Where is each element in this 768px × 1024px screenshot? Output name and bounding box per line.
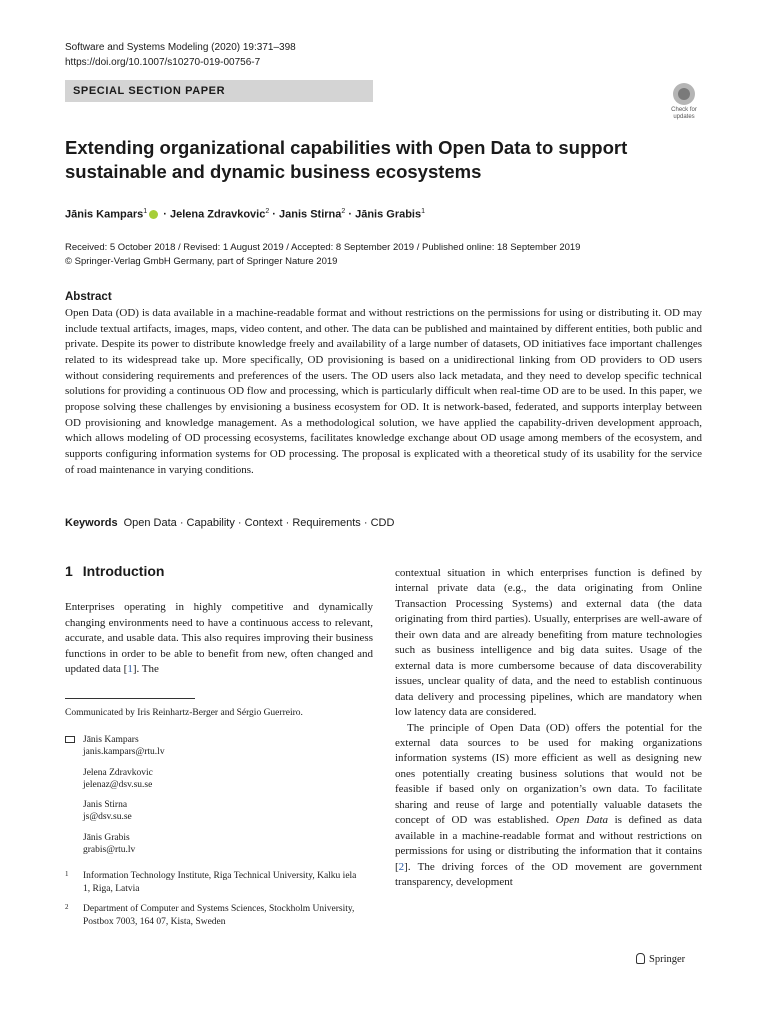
abstract-heading: Abstract xyxy=(65,291,112,303)
contact-email[interactable]: js@dsv.su.se xyxy=(83,812,132,822)
contact-email[interactable]: janis.kampars@rtu.lv xyxy=(83,747,165,757)
affiliation-number: 1 xyxy=(65,870,69,878)
paper-title: Extending organizational capabilities with Open Data to support sustainable and dynamic business ecosystems xyxy=(65,137,628,182)
section-title: Introduction xyxy=(82,563,165,579)
affiliation-text: Information Technology Institute, Riga Technical University, Kalku iela 1, Riga, Latvia xyxy=(83,871,357,894)
intro-paragraph: The principle of Open Data (OD) offers the potential for the external data sources to be used for making organizations information systems (IS) more efficient as well as designing new ones potentially creating business solutions that would not be feasible if based only on organization’s own data. To facilitate sharing and reuse of large and potentially valuable datasets the concept of OD was established. Open Data is defined as data available in a machine-readable format and without restrictions on permissions for using or distributing the information that it contains [2]. The driving forces of the OD movement are government transparency, development xyxy=(395,721,702,889)
contact-entry xyxy=(83,767,363,791)
author-affiliation-mark: 1 xyxy=(421,208,426,215)
contact-entry xyxy=(83,799,363,823)
author-name[interactable]: Janis Stirna xyxy=(279,208,342,221)
affiliation-text: Department of Computer and Systems Sciences, Stockholm University, Postbox 7003, 164 07, Kista, Sweden xyxy=(83,904,355,927)
contact-email[interactable]: grabis@rtu.lv xyxy=(83,845,136,855)
check-for-updates-badge[interactable] xyxy=(664,83,704,125)
contact-email[interactable]: jelenaz@dsv.su.se xyxy=(83,780,153,790)
section-heading xyxy=(65,563,174,579)
publisher-name: Springer xyxy=(649,954,686,965)
check-for-updates-label: Check for updates xyxy=(671,107,697,120)
copyright-line: © Springer-Verlag GmbH Germany, part of Springer Nature 2019 xyxy=(65,256,338,267)
citation-link[interactable]: 1 xyxy=(127,663,133,676)
author-affiliation-mark: 2 xyxy=(265,208,270,215)
author-separator: · xyxy=(160,208,170,221)
intro-left-paragraph: Enterprises operating in highly competitive and dynamically changing environments need to have a continuous access to relevant, accurate, and usable data. This also requires improving their business functions in order to be able to benefit from new, often changed and updated data [1]. The xyxy=(65,601,373,676)
springer-horse-icon xyxy=(636,953,645,964)
communicated-by: Communicated by Iris Reinhartz-Berger and Sérgio Guerreiro. xyxy=(65,708,303,718)
contact-name: Jelena Zdravkovic xyxy=(83,768,153,778)
author-separator: · xyxy=(269,208,280,221)
author-list xyxy=(65,204,425,223)
keywords-list: Open Data · Capability · Context · Requirements · CDD xyxy=(123,517,395,529)
contact-name: Jānis Kampars xyxy=(83,735,139,745)
keywords xyxy=(65,517,394,529)
orcid-icon[interactable] xyxy=(149,210,158,219)
contact-name: Jānis Grabis xyxy=(83,833,130,843)
intro-right-column xyxy=(395,566,702,891)
section-banner: SPECIAL SECTION PAPER xyxy=(65,80,373,102)
intro-paragraph: contextual situation in which enterprises function is defined by internal private data (e.g., the data originating from Online Transaction Processing Systems) and external data (the data originating from third parties). Usually, enterprises are well-aware of their own data and are already benefiting from mature technologies such as business intelligence and big data suites. Usage of the external data is more cumbersome because of data discoverability issues, unclear quality of data, and the need to establish continuous data delivery and processing pipelines, which are mandatory when low latency data are considered. xyxy=(395,567,702,719)
doi-link[interactable]: https://doi.org/10.1007/s10270-019-00756-7 xyxy=(65,57,261,68)
publication-dates xyxy=(65,241,580,269)
citation-link[interactable]: 2 xyxy=(398,860,405,873)
contact-entry xyxy=(83,832,363,856)
journal-header xyxy=(65,40,296,70)
footnote-divider xyxy=(65,698,195,699)
contact-name: Janis Stirna xyxy=(83,800,128,810)
author-name[interactable]: Jelena Zdravkovic xyxy=(169,208,266,221)
envelope-icon xyxy=(65,736,75,743)
history-dates: Received: 5 October 2018 / Revised: 1 August 2019 / Accepted: 8 September 2019 / Published online: 18 September 2019 xyxy=(65,242,581,253)
author-affiliation-mark: 2 xyxy=(341,208,346,215)
author-name[interactable]: Jānis Kampars xyxy=(65,208,144,221)
author-separator: · xyxy=(345,208,356,221)
affiliation-number: 2 xyxy=(65,903,69,911)
keywords-label: Keywords xyxy=(65,517,118,529)
check-for-updates-icon xyxy=(673,83,695,105)
section-number: 1 xyxy=(65,563,73,579)
author-name[interactable]: Jānis Grabis xyxy=(355,208,422,221)
publisher-logo xyxy=(636,953,685,965)
contact-entry xyxy=(83,734,363,758)
abstract-text: Open Data (OD) is data available in a machine-readable format and without restrictions on the permissions for using or distributing it. OD may include textual artifacts, images, maps, video content, and other. The data can be published and maintained by different entities, both public and private. Despite its power to distribute knowledge freely and availability of a large number of datasets, OD initiatives face important challenges related to its widespread take up. More specifically, OD provisioning is based on a unidirectional linking from OD providers to OD users without considering requirements and preferences of the users. The OD users also lack metadata, and they need to develop specific technical solutions for providing a continuous OD flow and processing, which is particularly difficult when real-time OD are to be used. In this paper, we propose solving these challenges by envisioning a business ecosystem for OD. It is network-based, federated, and supports interplay between OD provisioning and knowledge management. As a methodological solution, we have applied the capability-driven development approach, which allows modeling of OD processing ecosystems, facilitates knowledge exchange about OD usage among members of the ecosystem, and supports configuring information systems for OD processing. The proposal is explicated with a theoretical study of its usability for the service of road maintenance in varying conditions. xyxy=(65,307,702,476)
author-affiliation-mark: 1 xyxy=(143,208,148,215)
journal-citation: Software and Systems Modeling (2020) 19:371–398 xyxy=(65,42,296,53)
